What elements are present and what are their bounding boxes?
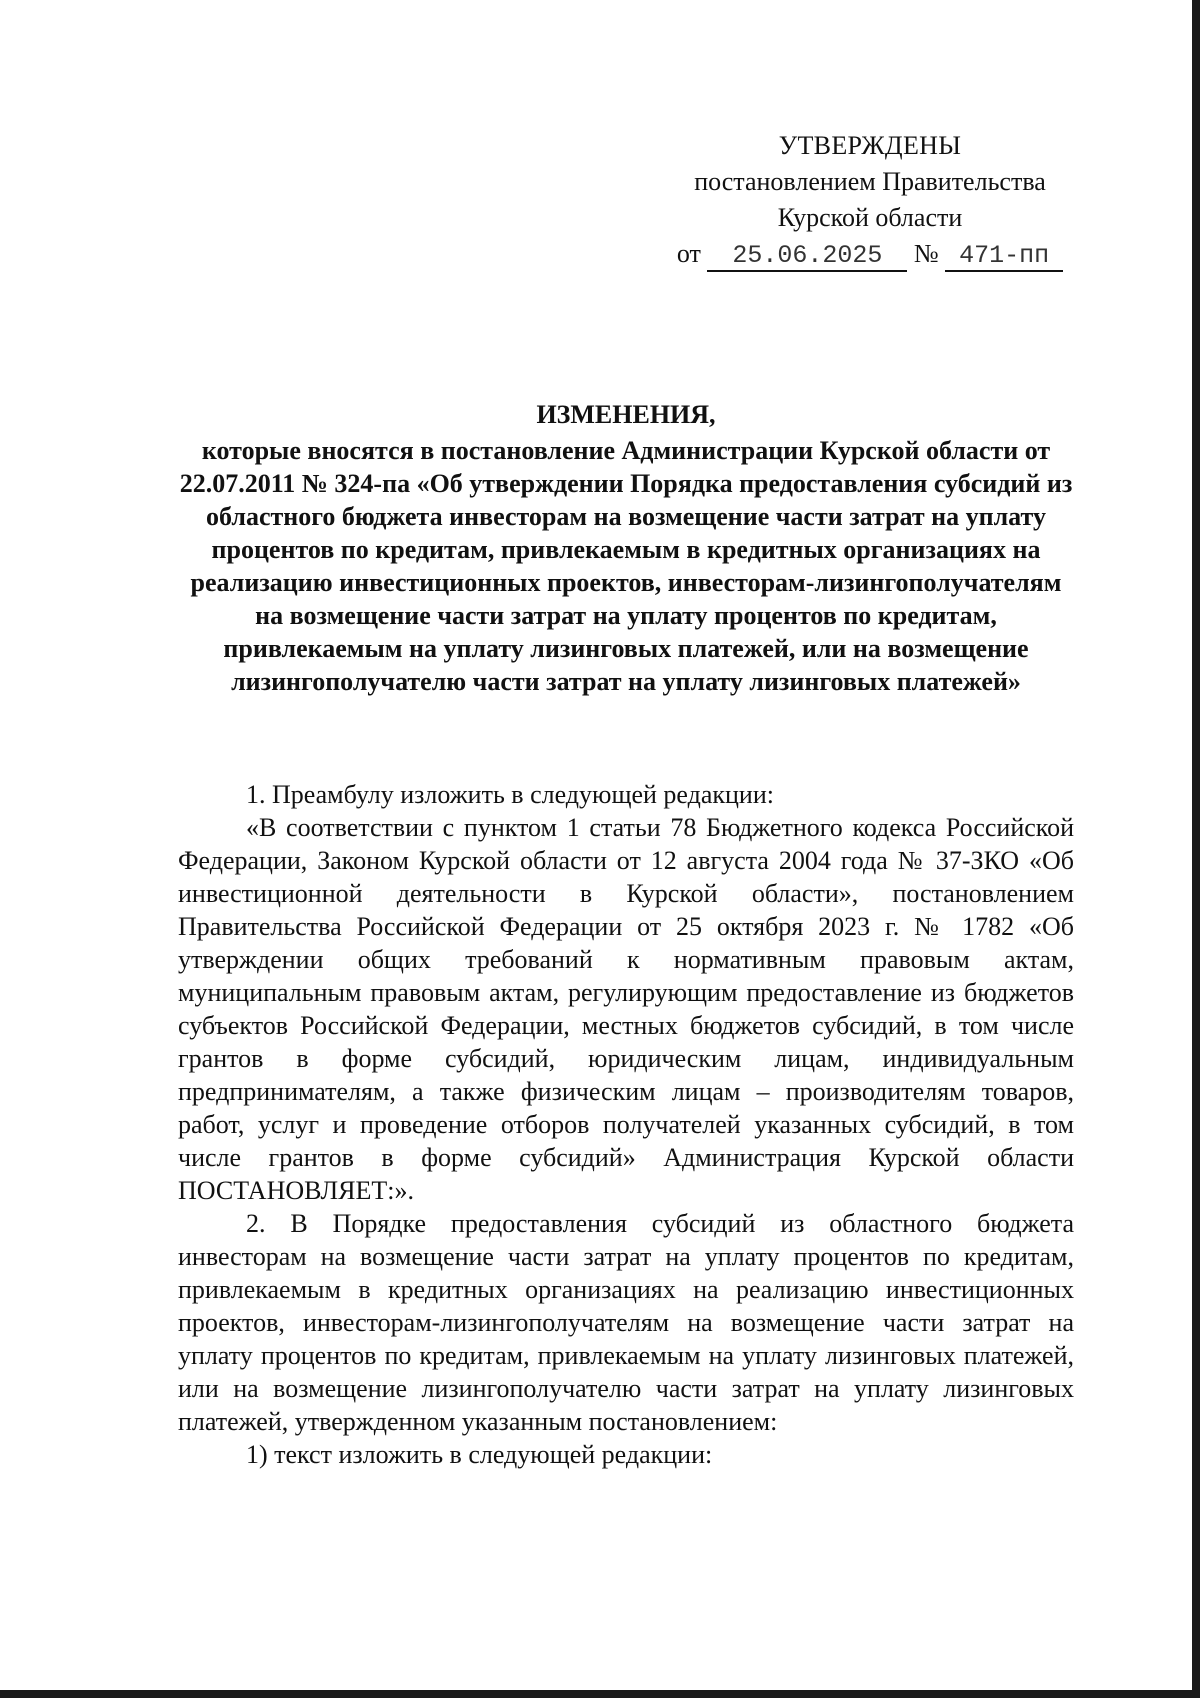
document-title-block: [176, 398, 1076, 698]
date-prefix: от: [676, 239, 701, 268]
paragraph-3: 2. В Порядке предоставления субсидий из областного бюджета инвесторам на возмещение части затрат на уплату процентов по кредитам, привлекаемым в кредитных организациях на реализацию инвестиционных проектов, инвесторам-лизингополучателям на возмещение части затрат на уплату процентов по кредитам, привлекаемым на уплату лизинговых платежей, или на возмещение лизингополучателю части затрат на уплату лизинговых платежей, утвержденном указанным постановлением:: [178, 1209, 1074, 1436]
approval-stamp-block: [660, 128, 1080, 272]
approval-issuer: постановлением Правительства: [694, 167, 1046, 196]
number-sign: №: [913, 239, 939, 268]
scan-border-right: [1192, 0, 1200, 1698]
approval-date: 25.06.2025: [707, 242, 907, 272]
approval-number: 471-пп: [945, 242, 1063, 272]
document-title: ИЗМЕНЕНИЯ,: [536, 400, 716, 429]
paragraph-1: 1. Преамбулу изложить в следующей редакции:: [246, 780, 774, 809]
approval-heading: УТВЕРЖДЕНЫ: [778, 131, 962, 160]
paragraph-4: 1) текст изложить в следующей редакции:: [246, 1440, 713, 1469]
approval-region: Курской области: [777, 203, 963, 232]
paragraph-2: «В соответствии с пунктом 1 статьи 78 Бюджетного кодекса Российской Федерации, Законом Курской области от 12 августа 2004 года № 37-ЗКО «Об инвестиционной деятельности в Курской области», постановлением Правительства Российской Федерации от 25 октября 2023 г. № 1782 «Об утверждении общих требований к нормативным правовым актам, муниципальным правовым актам, регулирующим предоставление из бюджетов субъектов Российской Федерации, местных бюджетов субсидий, в том числе грантов в форме субсидий, юридическим лицам, индивидуальным предпринимателям, а также физическим лицам – производителям товаров, работ, услуг и проведение отборов получателей указанных субсидий, в том числе грантов в форме субсидий» Администрация Курской области ПОСТАНОВЛЯЕТ:».: [178, 813, 1074, 1205]
approval-date-line: [660, 236, 1080, 272]
scan-border-bottom: [0, 1690, 1200, 1698]
document-subtitle: которые вносятся в постановление Администрации Курской области от 22.07.2011 № 324-па «Об утверждении Порядка предоставления субсидий из областного бюджета инвесторам на возмещение части затрат на уплату процентов по кредитам, привлекаемым в кредитных организациях на реализацию инвестиционных проектов, инвесторам-лизингополучателям на возмещение части затрат на уплату процентов по кредитам, привлекаемым на уплату лизинговых платежей, или на возмещение лизингополучателю части затрат на уплату лизинговых платежей»: [179, 436, 1073, 696]
document-body: [178, 778, 1074, 1471]
